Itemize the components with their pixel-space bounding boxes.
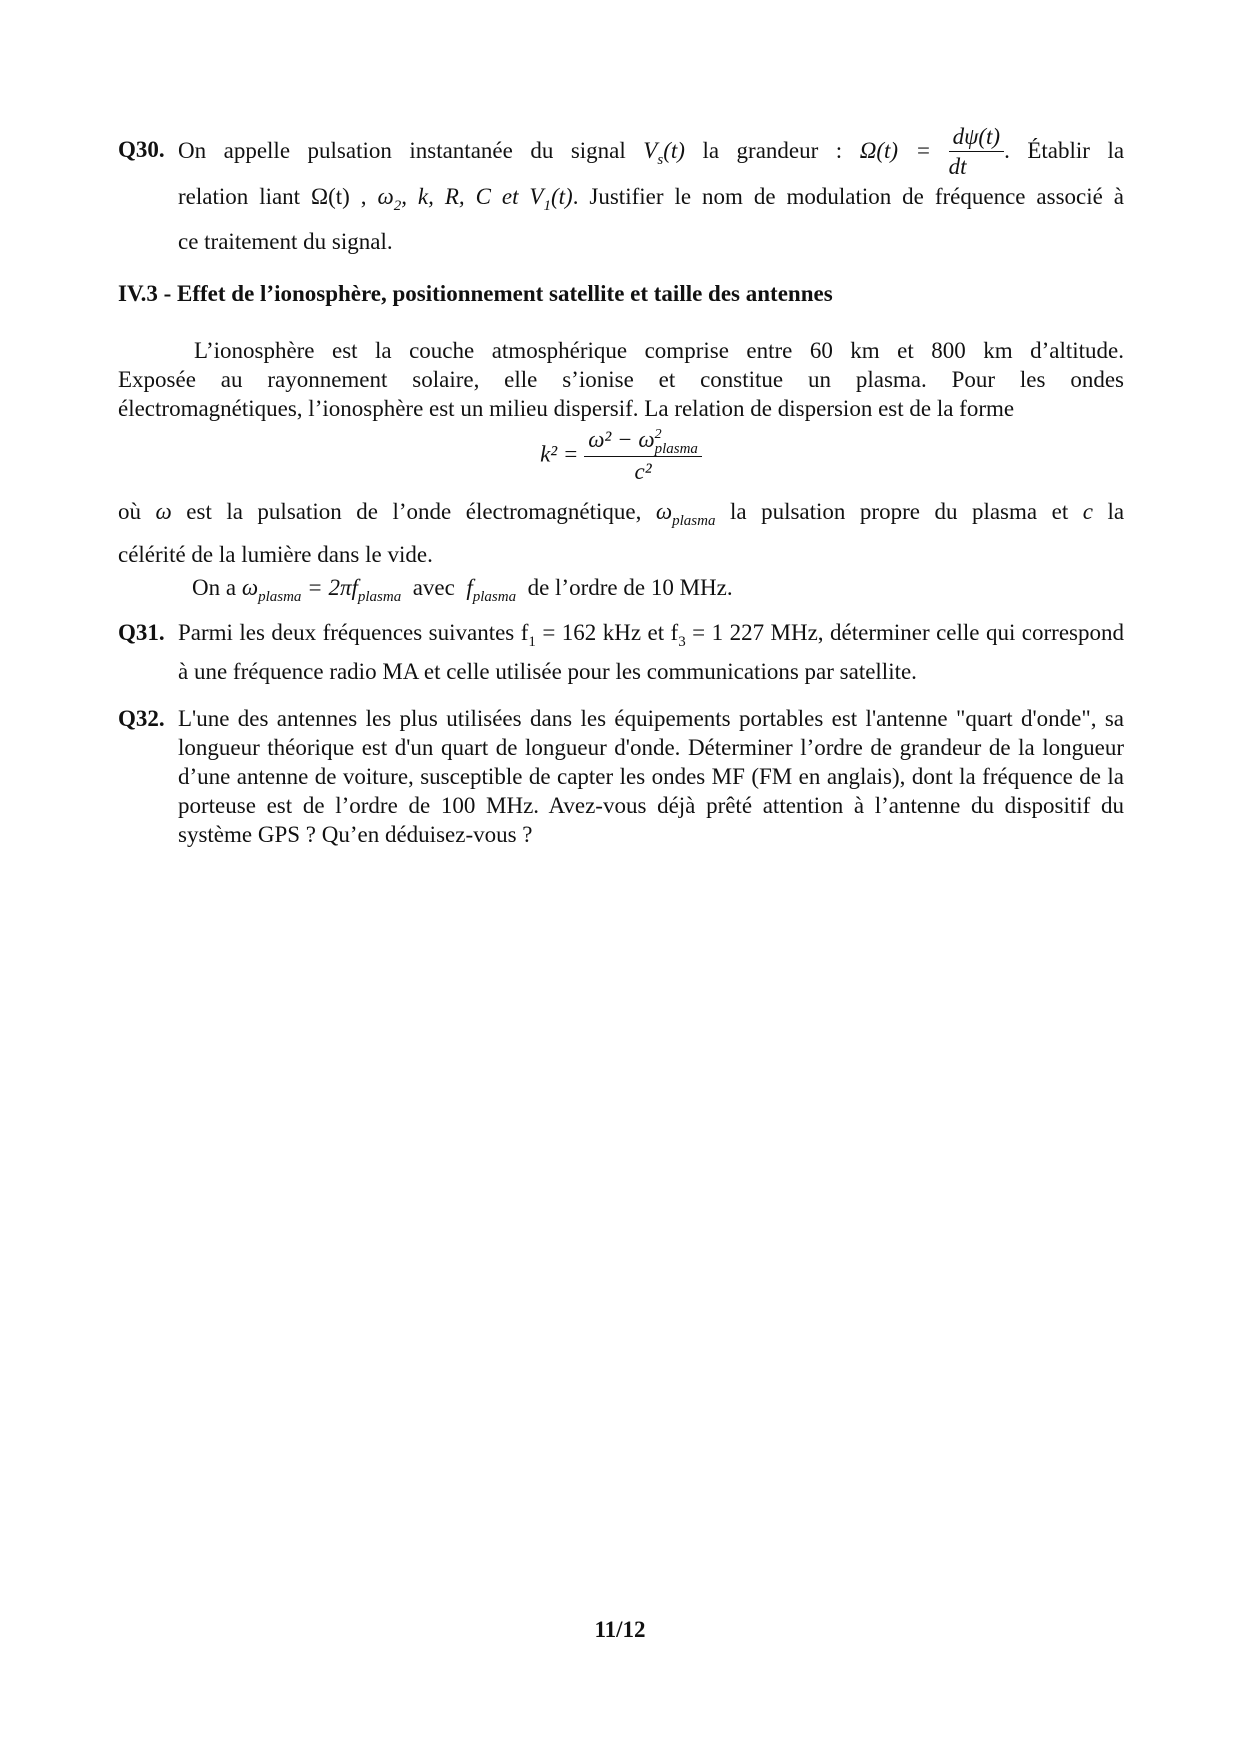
omega-2: $\omega_2$ xyxy=(377,184,402,214)
definition-paragraph: où ω est la pulsation de l’onde électromagnétique, $\omega_{plasma}$ la pulsation propre du plasma et c la célérité de la lumière dans le vide. On a $\omega_{plasma} = 2\pi f_{plasma}$ avec $f_{plasma}$ de l’ordre de 10 MHz. xyxy=(118,497,1124,612)
question-number: Q31. xyxy=(118,620,165,645)
question-body: L'une des antennes les plus utilisées dans les équipements portables est l'antenne "quart d'onde", sa longueur théorique est d'un quart de longueur d'onde. Déterminer l’ordre de grandeur de la longueur d’une antenne de voiture, susceptible de capter les ondes MF (FM en anglais), dont la fréquence de la porteuse est de l’ordre de 100 MHz. Avez-vous déjà prêté attention à l’antenne du dispositif du système GPS ? Qu’en déduisez-vous ? xyxy=(178,706,1124,847)
question-30 xyxy=(118,122,1124,256)
question-body xyxy=(178,122,1124,256)
question-31 xyxy=(118,618,1124,686)
document-page xyxy=(118,0,1124,1754)
section-title: IV.3 - Effet de l’ionosphère, positionnement satellite et taille des antennes xyxy=(118,281,833,306)
plasma-relation: On a $\omega_{plasma} = 2\pi f_{plasma}$ avec $f_{plasma}$ de l’ordre de 10 MHz. xyxy=(192,575,733,605)
q30-line-3: ce traitement du signal. xyxy=(178,229,393,254)
signal-v1: $V_1(t)$ xyxy=(529,184,573,214)
omega-definition: Ω(t) = $\frac{d\psi(t)}{dt}$ xyxy=(860,138,1004,163)
q30-line-2: relation liant Ω(t) , $\omega_2$, k, R, C et $V_1(t)$. Justifier le nom de modulation de fréquence associé à xyxy=(178,184,1125,214)
fraction: $\frac{d\psi(t)}{dt}$ xyxy=(949,123,1005,182)
q30-line-1: On appelle pulsation instantanée du signal $V_s(t)$ la grandeur : Ω(t) = $\frac{d\psi(t)}{dt}$ . Établir la xyxy=(178,122,1124,180)
question-body: Parmi les deux fréquences suivantes $f_1 = 162$ kHz et $f_3 = 1$ 227 MHz, déterminer celle qui correspond à une fréquence radio MA et celle utilisée pour les communications par satellite. xyxy=(178,620,1124,684)
dispersion-equation: k² = ω² − ω 2 plasma c² xyxy=(118,426,1124,487)
fraction: ω² − ω 2 plasma c² xyxy=(584,426,702,487)
intro-paragraph: L’ionosphère est la couche atmosphérique comprise entre 60 km et 800 km d’altitude. Exposée au rayonnement solaire, elle s’ionise et constitue un plasma. Pour les ondes électromagnétiques, l’ionosphère est un milieu dispersif. La relation de dispersion est de la forme xyxy=(118,338,1124,421)
signal-vs: $V_s(t)$ xyxy=(643,138,685,168)
page-number: 11/12 xyxy=(594,1617,646,1642)
question-number: Q30. xyxy=(118,137,165,162)
question-32 xyxy=(118,704,1124,849)
question-number: Q32. xyxy=(118,706,165,731)
